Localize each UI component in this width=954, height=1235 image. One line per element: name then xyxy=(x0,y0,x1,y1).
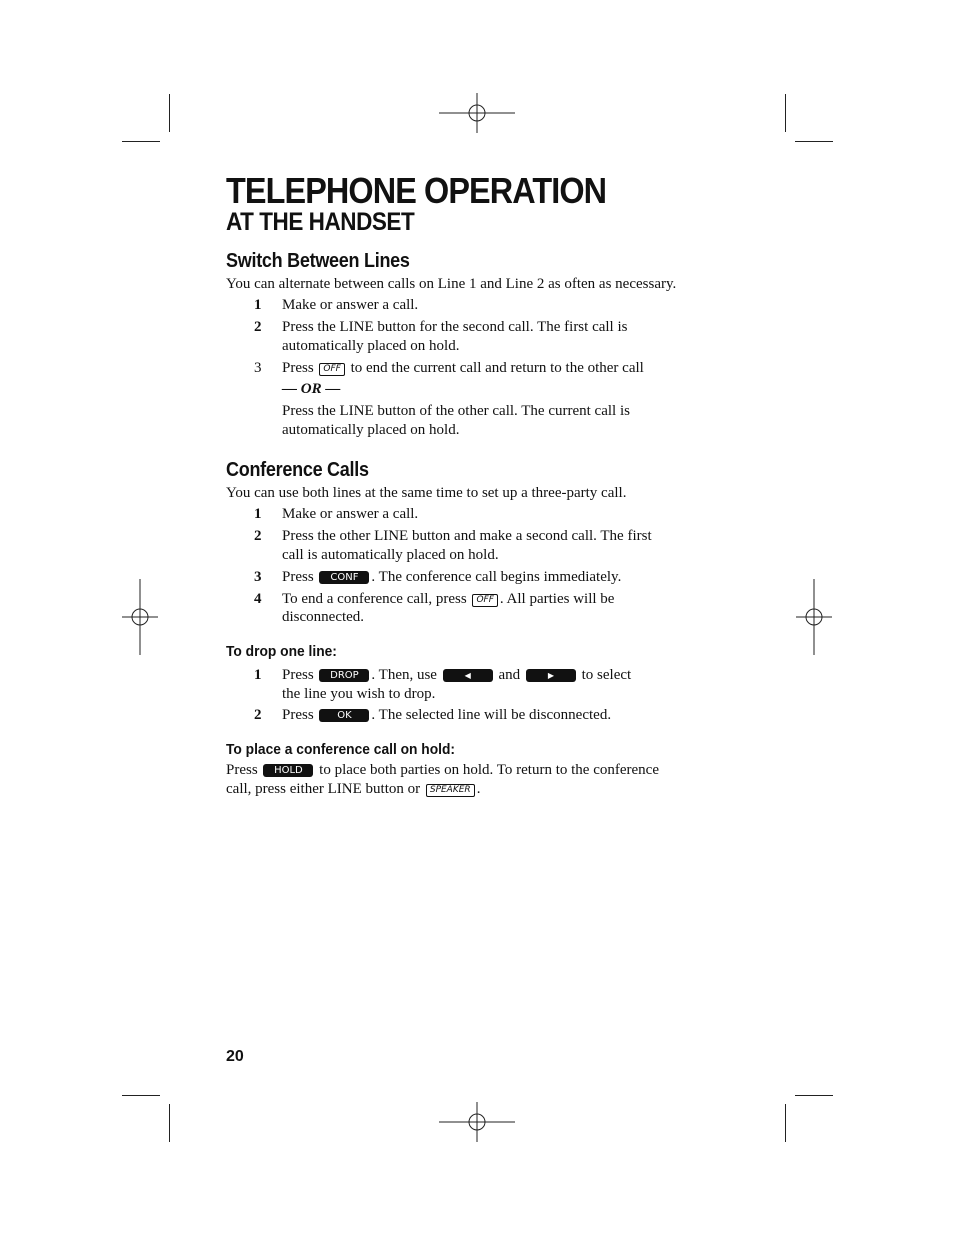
hold-text-line2: call, press either LINE button or xyxy=(226,781,421,797)
step-number: 2 xyxy=(254,528,262,544)
step-number: 3 xyxy=(254,360,262,376)
ok-key-icon: OK xyxy=(319,709,369,722)
step-text: Press the other LINE button and make a second call. The first xyxy=(282,528,652,544)
page-subtitle: AT THE HANDSET xyxy=(226,208,415,236)
hold-text-press: Press xyxy=(226,762,258,778)
step-number: 3 xyxy=(254,569,262,585)
page-title: TELEPHONE OPERATION xyxy=(226,170,607,211)
step-number: 1 xyxy=(254,297,262,313)
registration-mark-icon xyxy=(439,75,515,151)
hold-text xyxy=(226,780,480,799)
conference-intro: You can use both lines at the same time to set up a three-party call. xyxy=(226,485,627,501)
step-text: Make or answer a call. xyxy=(282,506,419,522)
hold-text xyxy=(226,761,659,780)
or-separator: — OR — xyxy=(282,381,341,397)
step-text: Press the LINE button for the second call. The first call is xyxy=(282,319,628,335)
alt-step-text: automatically placed on hold. xyxy=(282,422,460,438)
right-arrow-key-icon: ▶ xyxy=(526,669,576,682)
step-number: 2 xyxy=(254,707,262,723)
step-text-and: and xyxy=(498,667,521,683)
step-text-after: . The conference call begins immediately. xyxy=(371,569,622,585)
step-text xyxy=(282,590,614,609)
registration-mark-icon xyxy=(776,579,852,655)
registration-mark-icon xyxy=(102,579,178,655)
step-text-after: . All parties will be xyxy=(499,591,615,607)
step-text xyxy=(282,568,621,587)
step-text-press: Press xyxy=(282,667,314,683)
conference-calls-heading: Conference Calls xyxy=(226,459,369,481)
step-text-after: to end the current call and return to the other call xyxy=(350,360,644,376)
off-key-icon: OFF xyxy=(472,594,497,607)
step-text-press: Press xyxy=(282,707,314,723)
step-number: 1 xyxy=(254,667,262,683)
step-text xyxy=(282,706,611,725)
hold-key-icon: HOLD xyxy=(263,764,313,777)
step-text-select: to select xyxy=(581,667,632,683)
page-number: 20 xyxy=(226,1048,244,1065)
step-text: call is automatically placed on hold. xyxy=(282,547,499,563)
drop-line-heading: To drop one line: xyxy=(226,643,337,660)
step-text-before: To end a conference call, press xyxy=(282,591,467,607)
step-number: 2 xyxy=(254,319,262,335)
alt-step-text: Press the LINE button of the other call. The current call is xyxy=(282,403,630,419)
step-text: disconnected. xyxy=(282,609,365,625)
step-number: 1 xyxy=(254,506,262,522)
hold-heading: To place a conference call on hold: xyxy=(226,741,456,758)
registration-mark-icon xyxy=(439,1084,515,1160)
step-number: 4 xyxy=(254,591,262,607)
speaker-key-icon: SPEAKER xyxy=(426,784,475,797)
conf-key-icon: CONF xyxy=(319,571,369,584)
hold-text-after: to place both parties on hold. To return to the conference xyxy=(319,762,659,778)
hold-text-end: . xyxy=(476,781,481,797)
step-text-after: . The selected line will be disconnected. xyxy=(371,707,612,723)
step-text: automatically placed on hold. xyxy=(282,338,460,354)
step-text-before: Press xyxy=(282,360,314,376)
step-text xyxy=(282,666,631,685)
step-text: Make or answer a call. xyxy=(282,297,419,313)
off-key-icon: OFF xyxy=(319,363,344,376)
switch-lines-intro: You can alternate between calls on Line 1 and Line 2 as often as necessary. xyxy=(226,276,677,292)
switch-lines-heading: Switch Between Lines xyxy=(226,250,410,272)
step-text: the line you wish to drop. xyxy=(282,686,436,702)
step-text-before: Press xyxy=(282,569,314,585)
drop-key-icon: DROP xyxy=(319,669,369,682)
step-text xyxy=(282,359,644,378)
left-arrow-key-icon: ◀ xyxy=(443,669,493,682)
step-text-then: . Then, use xyxy=(371,667,437,683)
